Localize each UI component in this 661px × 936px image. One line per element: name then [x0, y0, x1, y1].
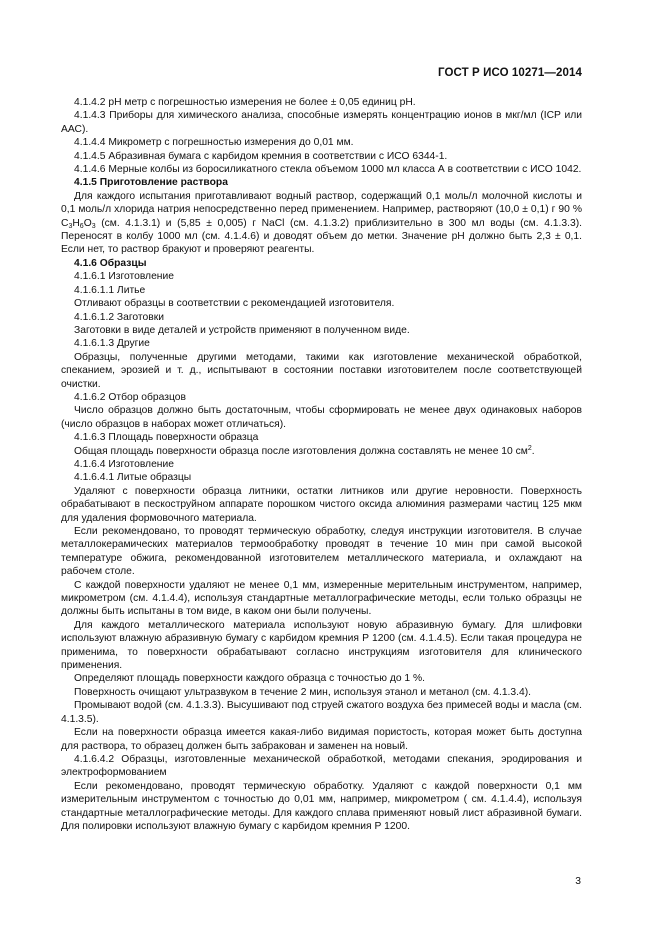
clause-4-1-4-4: 4.1.4.4 Микрометр с погрешностью измерения до 0,01 мм.	[74, 137, 354, 149]
cast-specimens-text-7: Промывают водой (см. 4.1.3.3). Высушивают под струей сжатого воздуха без примесей воды и масла (см. 4.1.3.5).	[61, 700, 582, 725]
clause-4-1-6-3: 4.1.6.3 Площадь поверхности образца	[74, 432, 259, 444]
section-heading-4-1-6: 4.1.6 Образцы	[74, 257, 147, 269]
cast-specimens-text-5: Определяют площадь поверхности каждого образца с точностью до 1 %.	[74, 673, 426, 685]
clause-4-1-4-3: 4.1.4.3 Приборы для химического анализа, способные измерять концентрацию ионов в мкг/мл (ICP или ААС).	[61, 110, 582, 135]
cast-specimens-text-8: Если на поверхности образца имеется какая-либо видимая пористость, которая может быть доступна для раствора, то образец должен быть забракован и заменен на новый.	[61, 727, 582, 752]
surface-area-text	[61, 445, 582, 458]
cast-specimens-text-6: Поверхность очищают ультразвуком в течение 2 мин, используя этанол и метанол (см. 4.1.3.4).	[74, 686, 532, 698]
document-body	[61, 96, 582, 833]
cast-specimens-text-2: Если рекомендовано, то проводят термическую обработку, следуя инструкции изготовителя. В случае металлокерамических материалов термообработку проводят в течение 10 мин при самой высокой температуре обжига, рекомендованной изготовителем металлического материала, и охлаждают на рабочем столе.	[61, 526, 582, 578]
sampling-text: Число образцов должно быть достаточным, чтобы сформировать не менее двух одинаковых наборов (число образцов в наборах может отличаться).	[61, 405, 582, 430]
blanks-text: Заготовки в виде деталей и устройств применяют в полученном виде.	[74, 324, 410, 336]
clause-4-1-6-1-2: 4.1.6.1.2 Заготовки	[74, 311, 164, 323]
clause-4-1-6-2: 4.1.6.2 Отбор образцов	[74, 391, 186, 403]
clause-4-1-6-4: 4.1.6.4 Изготовление	[74, 458, 174, 470]
surface-area-sentence: Общая площадь поверхности образца после изготовления должна составлять не менее 10	[74, 445, 516, 457]
other-methods-text: Образцы, полученные другими методами, такими как изготовление механической обработкой, спеканием, эрозией и т. д., испытывают в состоянии поставки изготовителем после соответствующей очистки.	[61, 351, 582, 390]
clause-4-1-6-1-3: 4.1.6.1.3 Другие	[74, 338, 150, 350]
standard-designation: ГОСТ Р ИСО 10271—2014	[437, 67, 582, 79]
clause-4-1-6-4-2: 4.1.6.4.2 Образцы, изготовленные механической обработкой, методами спекания, эродирования и электроформованием	[61, 753, 582, 779]
cast-specimens-text-3: С каждой поверхности удаляют не менее 0,1 мм, измеренные мерительным инструментом, например, микрометром (см. 4.1.4.4), используя стандартные металлографические методы, если только образцы не должны быть испытаны в том виде, в каком они были получены.	[61, 579, 582, 618]
machined-specimens-text: Если рекомендовано, проводят термическую обработку. Удаляют с каждой поверхности 0,1 мм измерительным инструментом с точностью до 0,01 мм, например, микрометром ( см. 4.1.4.4), используя стандартные металлографические методы. Для каждого сплава применяют новый лист абразивной бумаги. Для полировки используют влажную бумагу с карбидом кремния Р 1200.	[61, 780, 582, 832]
solution-preparation-text	[61, 190, 582, 257]
casting-text: Отливают образцы в соответствии с рекомендацией изготовителя.	[74, 298, 395, 310]
clause-4-1-4-2: 4.1.4.2 pH метр с погрешностью измерения не более ± 0,05 единиц pH.	[74, 97, 416, 108]
clause-4-1-4-6: 4.1.4.6 Мерные колбы из боросиликатного стекла объемом 1000 мл класса А в соответствии с ИСО 1042.	[74, 164, 582, 176]
cast-specimens-text-1: Удаляют с поверхности образца литники, остатки литников или другие неровности. Поверхность обрабатывают в пескоструйном аппарате порошком чистого оксида алюминия размерами частиц 125 мкм для удаления формовочного материала.	[61, 485, 582, 524]
solution-text-b: (см. 4.1.3.1) и (5,85 ± 0,005) г NaCl (см. 4.1.3.2) приблизительно в 300 мл воды (см. 4.1.3.3). Переносят в колбу 1000 мл (см. 4.1.4.6) и доводят объем до метки. Значение pH должно быть 2,3 ± 0,1. Если нет, то раствор бракуют и проверяют реагенты.	[61, 217, 582, 256]
chemical-formula: $C_3H_6O_3$	[61, 217, 96, 230]
solution-text-a: Для каждого испытания приготавливают водный раствор, содержащий 0,1 моль/л молочной кислоты и 0,1 моль/л хлорида натрия непосредственно перед применением. Например, растворяют (10,0 ± 0,1) г 90 %	[61, 190, 582, 216]
surface-area-period: .	[531, 445, 535, 457]
area-unit: $см^2$	[515, 444, 532, 457]
clause-4-1-6-1-1: 4.1.6.1.1 Литье	[74, 284, 146, 296]
page-number: 3	[575, 876, 581, 887]
section-heading-4-1-5: 4.1.5 Приготовление раствора	[74, 177, 228, 189]
clause-4-1-6-4-1: 4.1.6.4.1 Литые образцы	[74, 472, 192, 484]
cast-specimens-text-4: Для каждого металлического материала используют новую абразивную бумагу. Для шлифовки используют влажную абразивную бумагу с карбидом кремния Р 1200 (см. 4.1.4.5). Если такая процедура не применима, то поверхности обрабатывают согласно инструкциям изготовителя для клинического применения.	[61, 619, 582, 672]
clause-4-1-6-1: 4.1.6.1 Изготовление	[74, 271, 174, 283]
clause-4-1-4-5: 4.1.4.5 Абразивная бумага с карбидом кремния в соответствии с ИСО 6344-1.	[74, 150, 448, 162]
